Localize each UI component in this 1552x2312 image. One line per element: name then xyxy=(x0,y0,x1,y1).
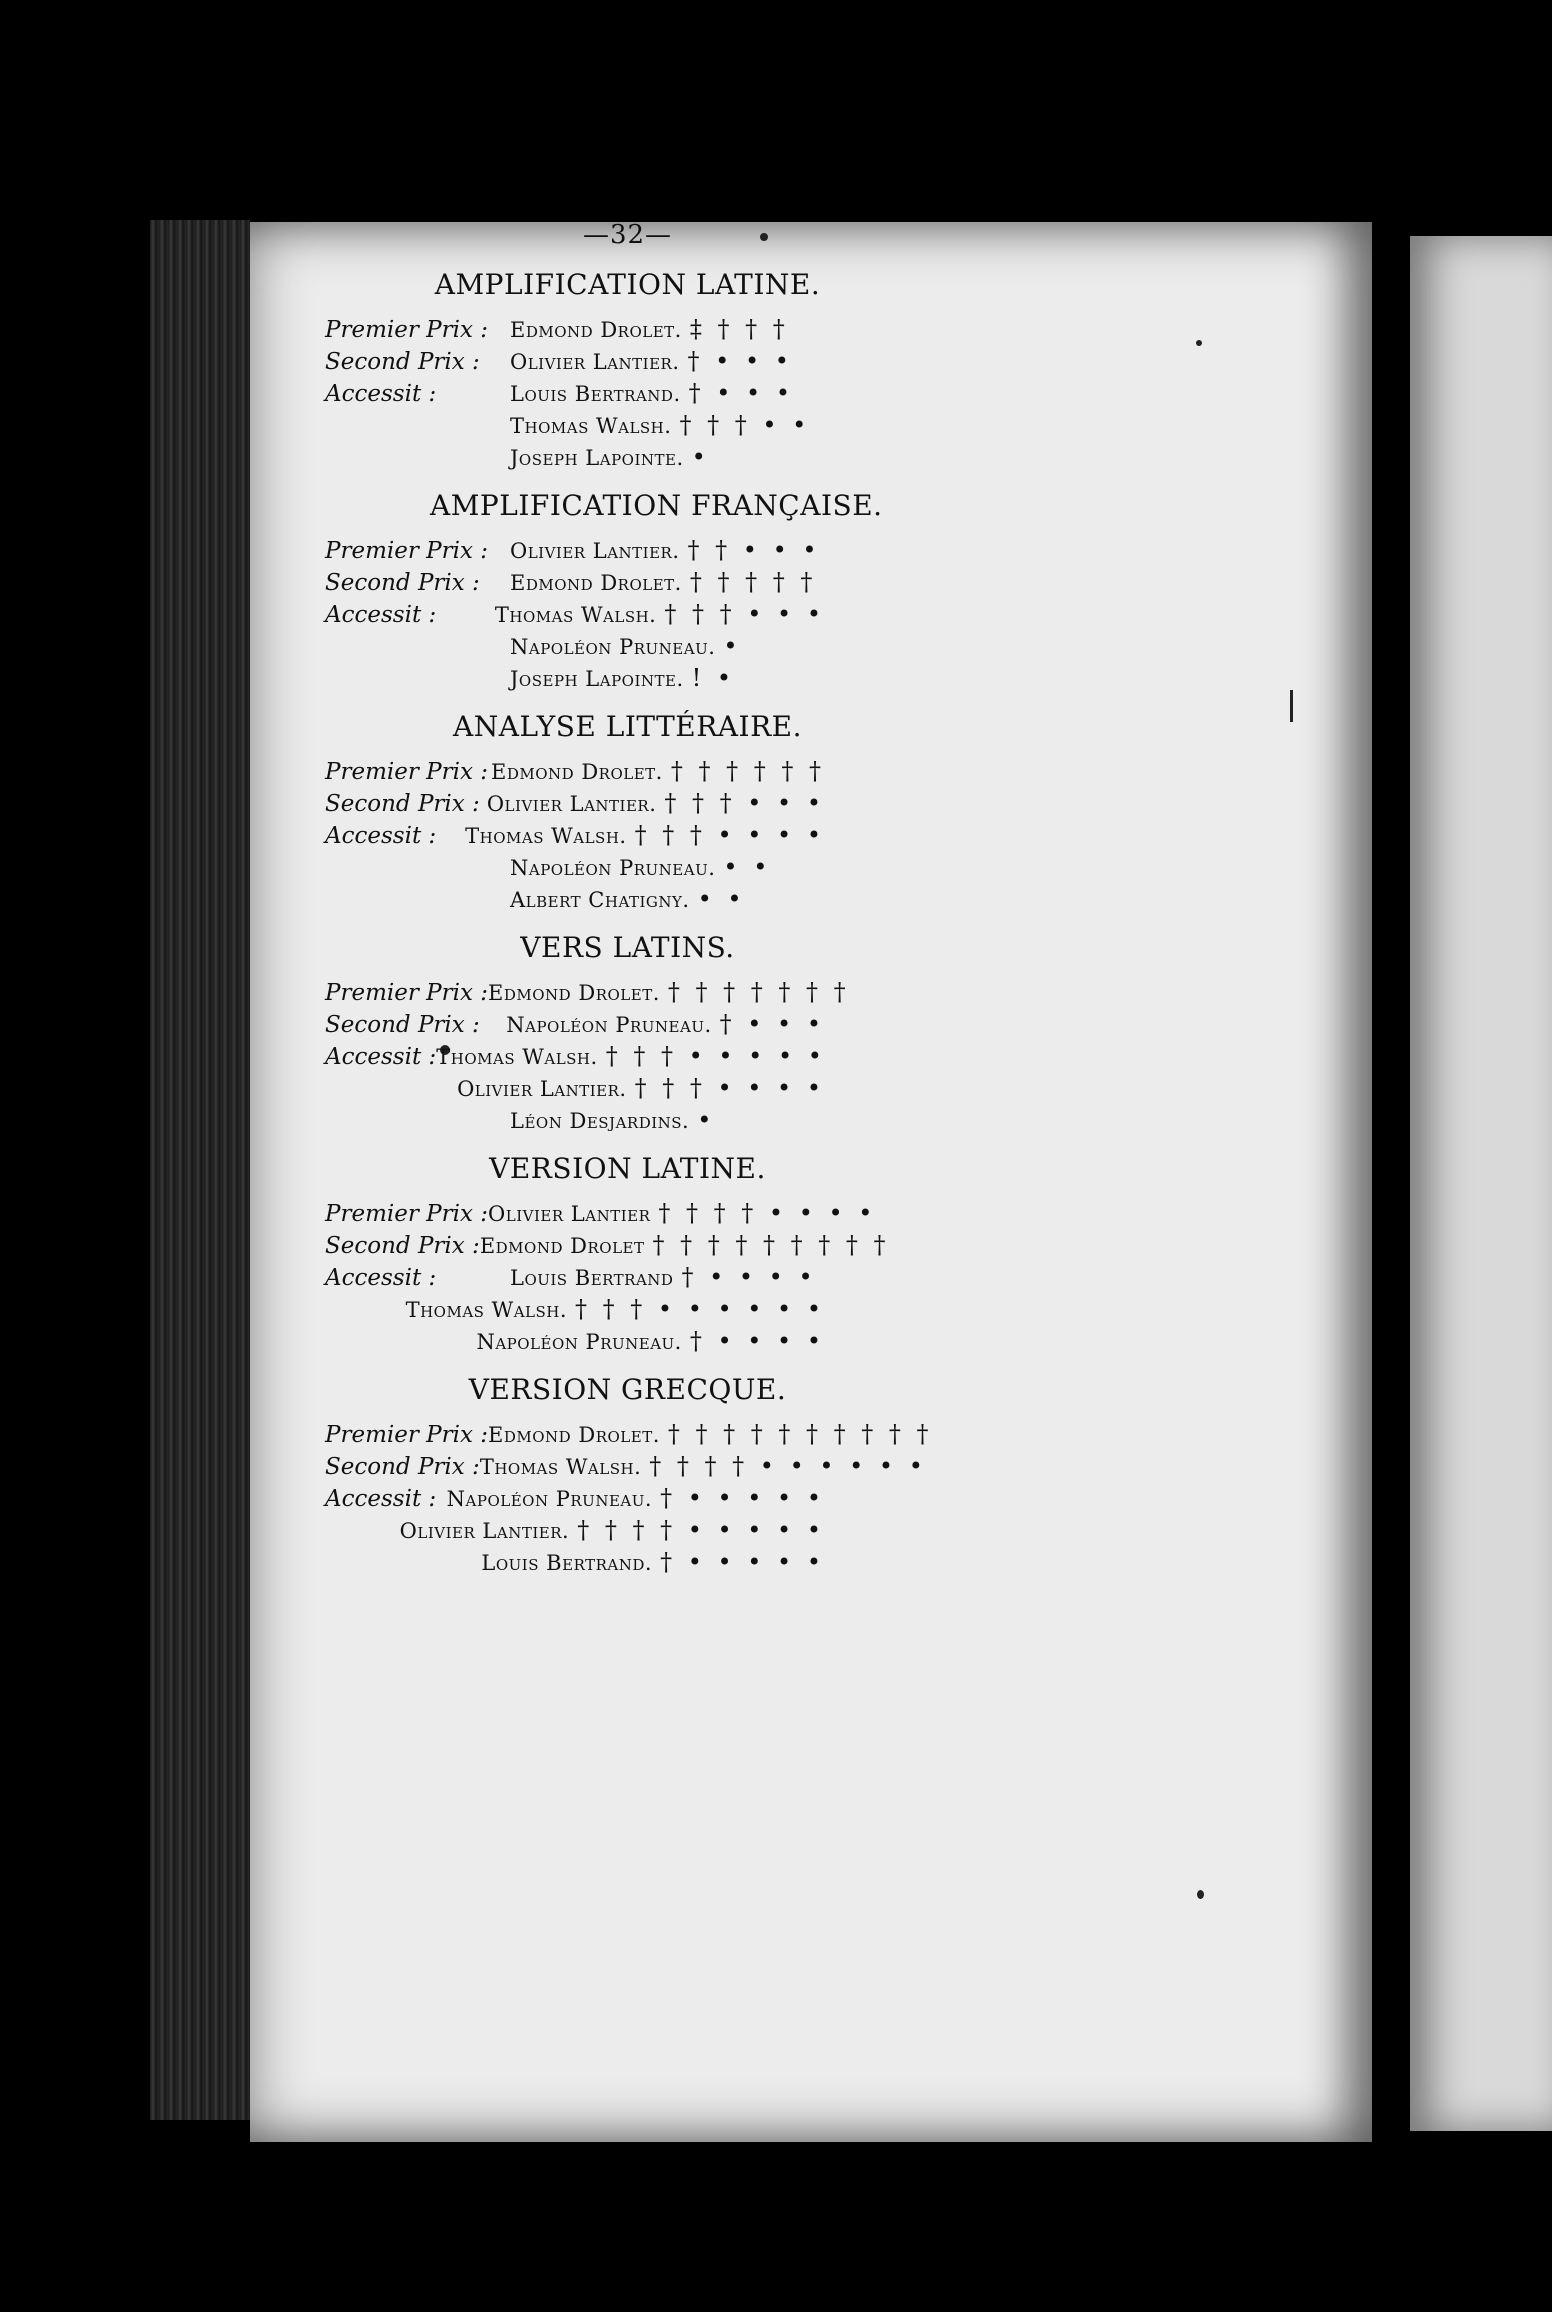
prize-label: Premier Prix : xyxy=(325,980,489,1006)
merit-marks: † † † • • • • • xyxy=(605,1042,826,1070)
prize-entry xyxy=(325,664,825,696)
prize-entry xyxy=(325,443,825,475)
student-name: Thomas Walsh. xyxy=(436,1045,598,1069)
prize-entry xyxy=(325,1199,877,1231)
student-name: Léon Desjardins. xyxy=(510,1109,690,1133)
merit-marks: ‡ † † † xyxy=(689,315,789,343)
merit-marks: † † • • • xyxy=(687,536,821,564)
student-name: Edmond Drolet. xyxy=(510,318,682,342)
merit-marks: † † † † • • • • xyxy=(658,1199,877,1227)
prize-section xyxy=(325,1373,933,1580)
section-title: VERS LATINS. xyxy=(520,931,735,964)
student-name: Louis Bertrand. xyxy=(481,1551,653,1575)
prize-entry xyxy=(325,1231,890,1263)
prize-entry xyxy=(325,1074,825,1106)
prize-entry xyxy=(325,1106,825,1138)
merit-marks: † † † • • • xyxy=(664,789,825,817)
student-name: Olivier Lantier. xyxy=(510,539,680,563)
prize-label: Second Prix : xyxy=(325,1454,480,1480)
prize-entry xyxy=(325,379,825,411)
prize-entry xyxy=(325,1484,825,1516)
merit-marks: † † † • • • • xyxy=(634,821,825,849)
prize-entry xyxy=(325,1548,825,1580)
merit-marks: • xyxy=(697,1106,716,1134)
section-title: AMPLIFICATION LATINE. xyxy=(434,268,821,301)
merit-marks: † • • • • xyxy=(689,1327,825,1355)
student-name: Thomas Walsh. xyxy=(479,1455,642,1479)
student-name: Albert Chatigny. xyxy=(510,888,690,912)
merit-marks: † † † † † xyxy=(689,568,817,596)
student-name: Thomas Walsh. xyxy=(405,1298,568,1322)
prize-label: Accessit : xyxy=(325,1265,437,1291)
prize-entry xyxy=(325,347,825,379)
student-name: Edmond Drolet. xyxy=(488,981,660,1005)
merit-marks: • • xyxy=(697,885,746,913)
prize-entry xyxy=(325,568,825,600)
prize-label: Second Prix : xyxy=(325,791,480,817)
merit-marks: † • • • • • xyxy=(660,1484,825,1512)
merit-marks: † • • • • xyxy=(681,1263,817,1291)
student-name: Olivier Lantier. xyxy=(486,792,657,816)
student-name: Louis Bertrand xyxy=(510,1266,674,1290)
prize-section xyxy=(325,268,825,475)
student-name: Thomas Walsh. xyxy=(465,824,627,848)
student-name: Joseph Lapointe. xyxy=(510,446,684,470)
student-name: Joseph Lapointe. xyxy=(510,667,684,691)
prize-list xyxy=(325,220,933,1594)
ink-speck xyxy=(1196,340,1202,346)
prize-entry xyxy=(325,789,825,821)
prize-entry xyxy=(325,978,850,1010)
student-name: Olivier Lantier. xyxy=(399,1519,570,1543)
prize-label: Accessit : xyxy=(325,381,437,407)
prize-section xyxy=(325,710,825,917)
merit-marks: † † † • • • • • • xyxy=(575,1295,825,1323)
merit-marks: † † † • • xyxy=(679,411,811,439)
prize-entry xyxy=(325,1516,825,1548)
prize-label: Second Prix : xyxy=(325,349,480,375)
prize-label: Premier Prix : xyxy=(325,1201,489,1227)
facing-page-edge xyxy=(1410,236,1552,2131)
student-name: Napoléon Pruneau. xyxy=(510,635,716,659)
prize-label: Premier Prix : xyxy=(325,759,489,785)
prize-entry xyxy=(325,1042,825,1074)
student-name: Napoléon Pruneau. xyxy=(510,856,716,880)
prize-section xyxy=(325,489,883,696)
prize-entry xyxy=(325,1327,825,1359)
prize-label: Accessit : xyxy=(325,1486,437,1512)
student-name: Edmond Drolet. xyxy=(488,1423,660,1447)
prize-label: Premier Prix : xyxy=(325,1422,489,1448)
section-title: VERSION LATINE. xyxy=(489,1152,766,1185)
ink-speck xyxy=(1197,1890,1204,1899)
prize-entry xyxy=(325,757,825,789)
student-name: Louis Bertrand. xyxy=(510,382,681,406)
merit-marks: ! • xyxy=(691,664,736,692)
prize-entry xyxy=(325,600,825,632)
merit-marks: † † † • • • xyxy=(664,600,825,628)
student-name: Edmond Drolet xyxy=(479,1234,645,1258)
merit-marks: † • • • xyxy=(687,347,793,375)
student-name: Olivier Lantier. xyxy=(510,350,680,374)
student-name: Napoléon Pruneau. xyxy=(506,1013,712,1037)
page-number: —32— xyxy=(582,220,673,250)
merit-marks: • xyxy=(723,632,742,660)
student-name: Olivier Lantier. xyxy=(457,1077,627,1101)
student-name: Edmond Drolet. xyxy=(490,760,663,784)
prize-label: Accessit : xyxy=(325,823,437,849)
prize-label: Accessit : xyxy=(325,602,437,628)
merit-marks: † • • • xyxy=(719,1010,825,1038)
student-name: Edmond Drolet. xyxy=(510,571,682,595)
prize-entry xyxy=(325,1263,825,1295)
merit-marks: † † † † † † † † † † xyxy=(667,1420,933,1448)
prize-entry xyxy=(325,885,825,917)
prize-section xyxy=(325,931,850,1138)
prize-entry xyxy=(325,632,825,664)
student-name: Thomas Walsh. xyxy=(494,603,657,627)
merit-marks: † † † † † † † xyxy=(667,978,850,1006)
merit-marks: • • xyxy=(723,853,772,881)
student-name: Thomas Walsh. xyxy=(510,414,672,438)
sections-container xyxy=(325,268,933,1580)
prize-label: Premier Prix : xyxy=(325,538,489,564)
prize-section xyxy=(325,1152,890,1359)
merit-marks: † † † † † † xyxy=(670,757,825,785)
merit-marks: † † † † † † † † † xyxy=(652,1231,890,1259)
prize-label: Second Prix : xyxy=(325,1233,480,1259)
merit-marks: † † † • • • • xyxy=(634,1074,825,1102)
prize-entry xyxy=(325,411,825,443)
prize-label: Accessit : xyxy=(325,1044,437,1070)
prize-entry xyxy=(325,1452,927,1484)
prize-entry xyxy=(325,853,825,885)
merit-marks: † • • • xyxy=(688,379,794,407)
merit-marks: † • • • • • xyxy=(660,1548,825,1576)
student-name: Olivier Lantier xyxy=(488,1202,651,1226)
prize-label: Premier Prix : xyxy=(325,317,489,343)
book-spine xyxy=(150,220,250,2120)
merit-marks: † † † † • • • • • xyxy=(577,1516,825,1544)
merit-marks: † † † † • • • • • • xyxy=(649,1452,927,1480)
student-name: Napoléon Pruneau. xyxy=(476,1330,682,1354)
merit-marks: • xyxy=(691,443,710,471)
prize-entry xyxy=(325,1010,825,1042)
prize-entry xyxy=(325,1295,825,1327)
prize-label: Second Prix : xyxy=(325,570,480,596)
ink-mark xyxy=(1290,690,1293,722)
prize-entry xyxy=(325,315,825,347)
prize-entry xyxy=(325,821,825,853)
prize-label: Second Prix : xyxy=(325,1012,480,1038)
section-title: VERSION GRECQUE. xyxy=(468,1373,787,1406)
prize-entry xyxy=(325,536,825,568)
prize-entry xyxy=(325,1420,933,1452)
section-title: AMPLIFICATION FRANÇAISE. xyxy=(430,489,883,522)
section-title: ANALYSE LITTÉRAIRE. xyxy=(453,710,802,743)
student-name: Napoléon Pruneau. xyxy=(446,1487,653,1511)
